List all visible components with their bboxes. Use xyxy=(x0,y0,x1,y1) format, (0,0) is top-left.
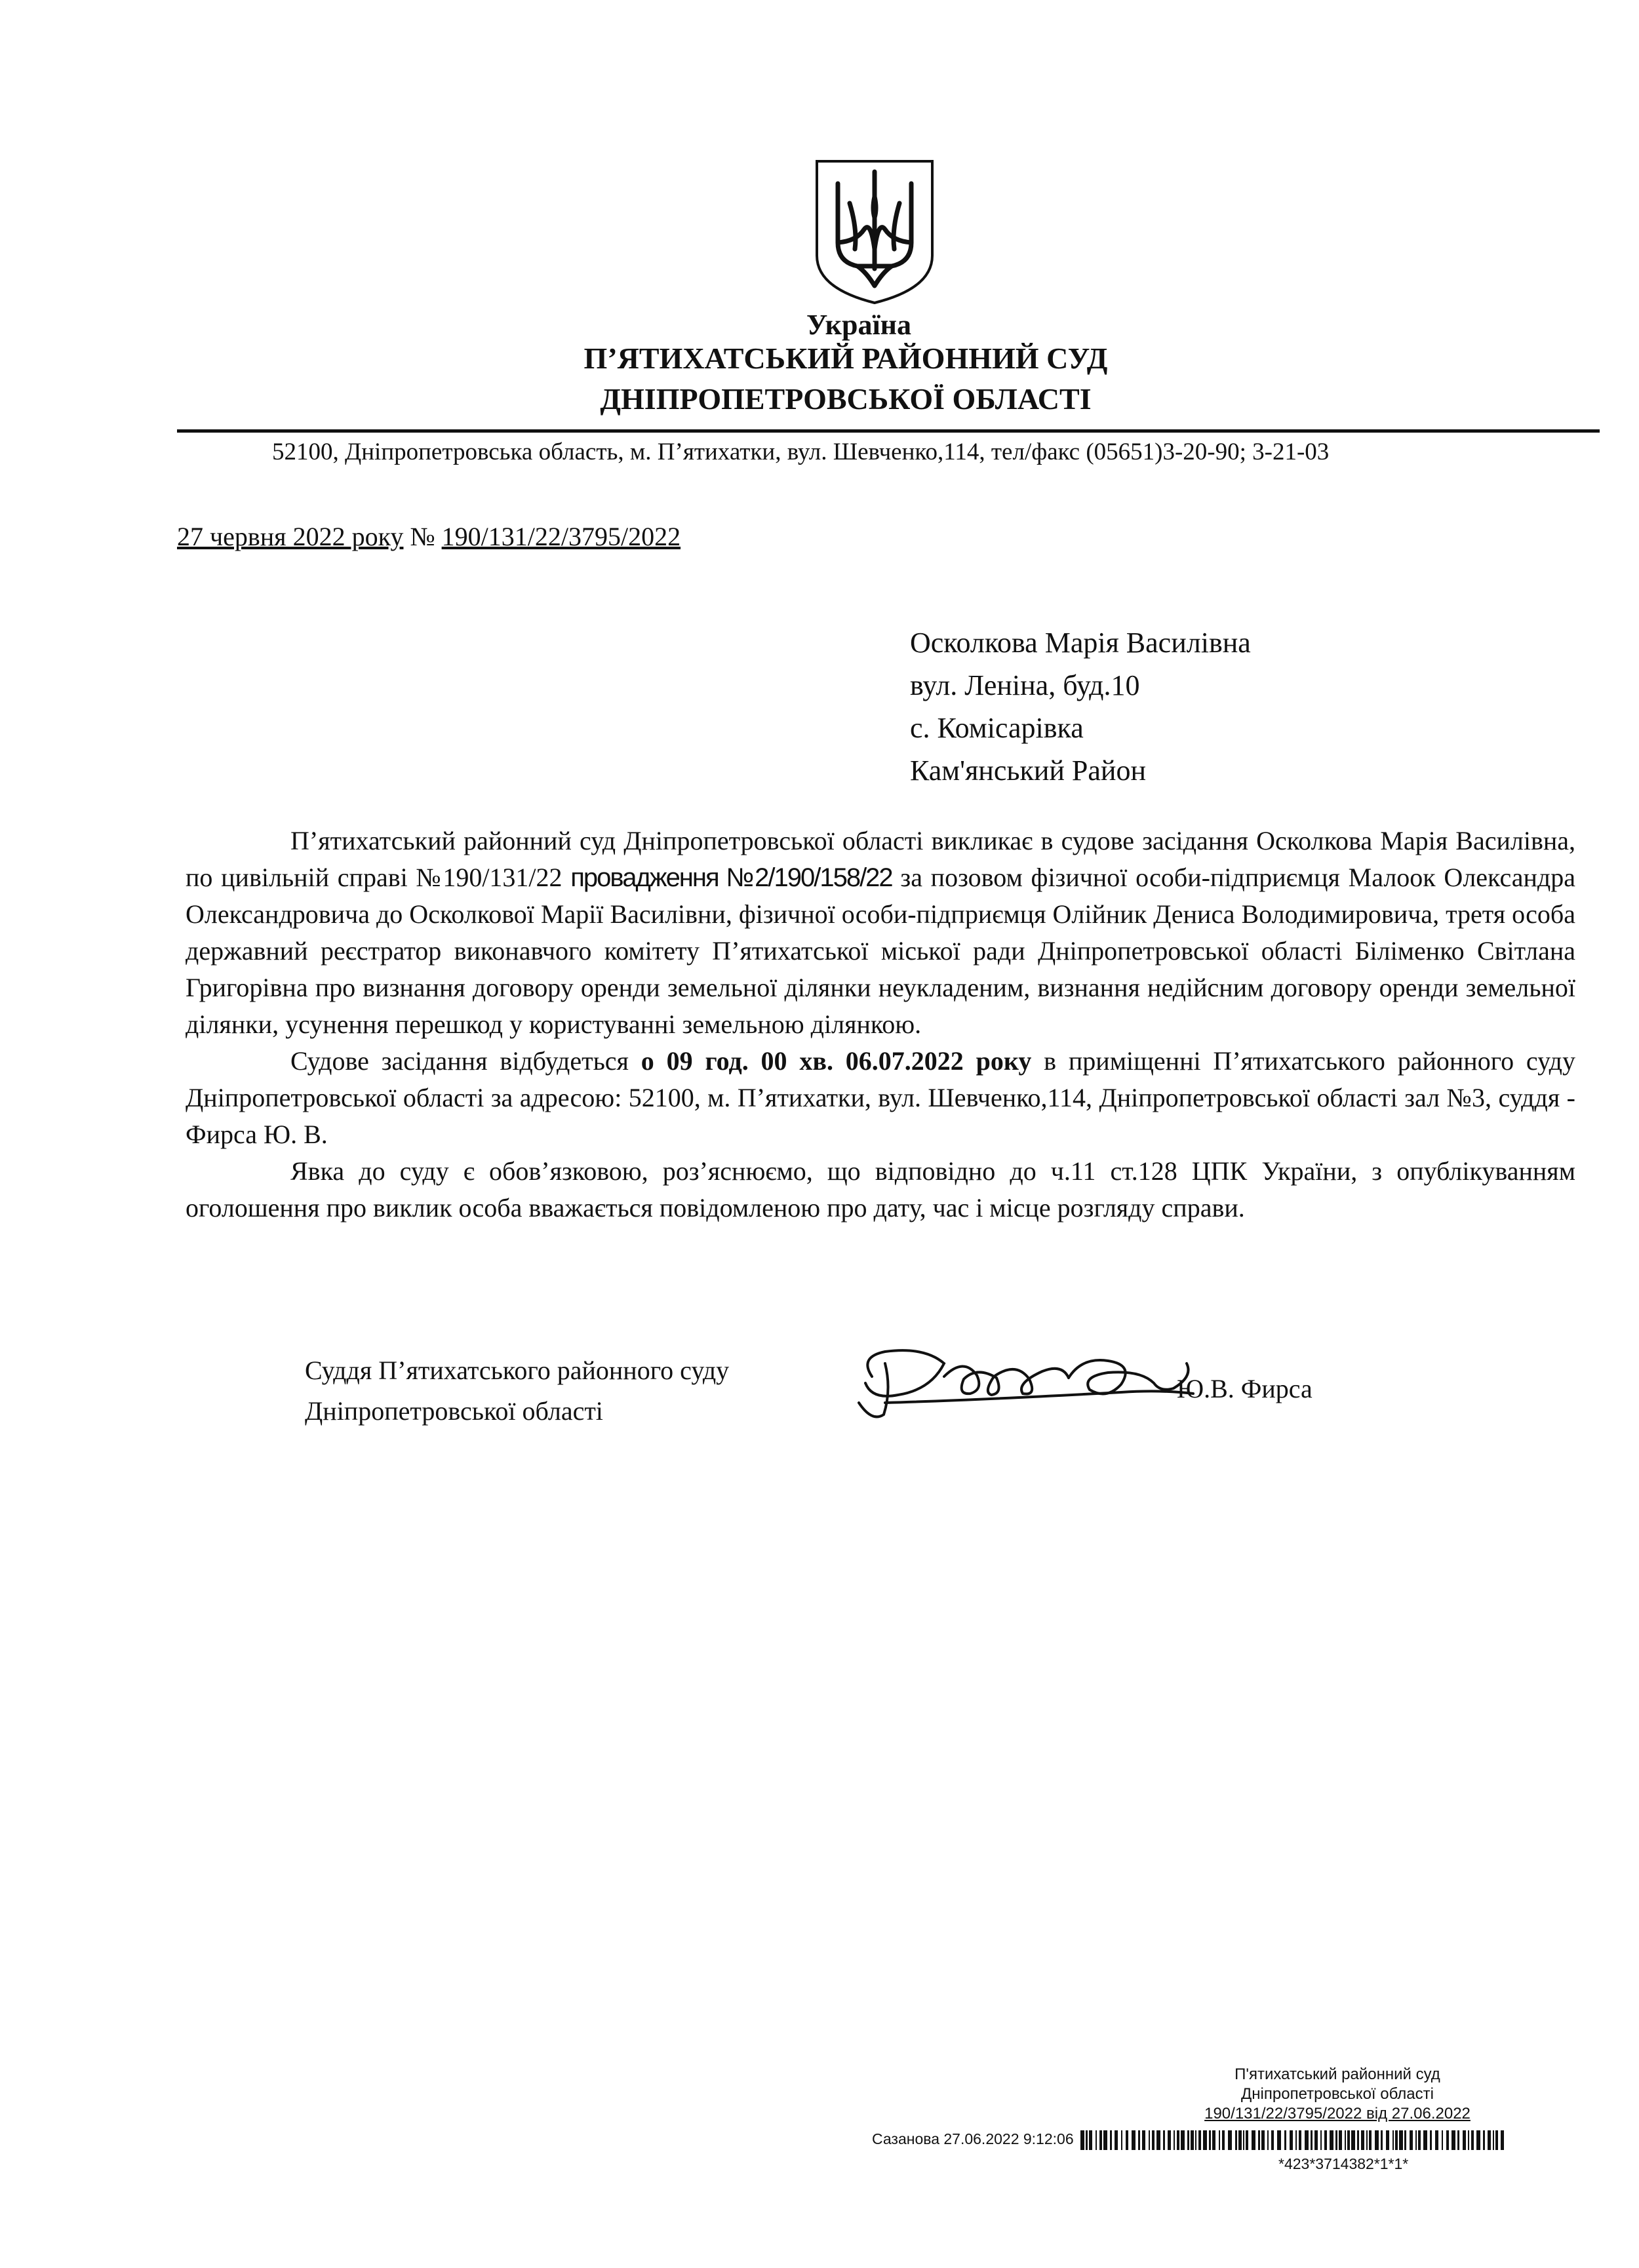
barcode-bar xyxy=(1330,2130,1333,2150)
barcode-bar xyxy=(1495,2130,1498,2150)
barcode-bar xyxy=(1299,2130,1301,2150)
p2-text-a: Судове засідання відбудеться xyxy=(290,1046,641,1076)
barcode-bar xyxy=(1284,2130,1286,2150)
barcode-bar xyxy=(1212,2130,1215,2150)
stamp-line-1: П'ятихатський районний суд xyxy=(1234,2065,1440,2083)
p1-text-a: П’ятихатський районний суд Дніпропетровської області викликає в судове засідання Осколкова Марія Василівна, по цивільній справі №190/131/22 xyxy=(186,826,1575,892)
stamp-line-2: Дніпропетровської області xyxy=(1241,2085,1434,2103)
signatory-title xyxy=(305,1350,729,1432)
barcode-bar xyxy=(1089,2130,1092,2150)
barcode-bar xyxy=(1271,2130,1274,2150)
barcode-bar xyxy=(1392,2130,1394,2150)
barcode-bar xyxy=(1156,2130,1160,2150)
barcode-bar xyxy=(1476,2130,1480,2150)
p1-proceeding-number: провадження №2/190/158/22 xyxy=(570,863,892,892)
recipient-street: вул. Леніна, буд.10 xyxy=(910,669,1140,701)
signatory-title-line-2: Дніпропетровської області xyxy=(305,1396,603,1426)
barcode-bar xyxy=(1347,2130,1350,2150)
barcode-bar xyxy=(1198,2130,1201,2150)
barcode-bar xyxy=(1096,2130,1097,2150)
barcode-row xyxy=(872,2130,1577,2153)
barcode-bar xyxy=(1246,2130,1248,2150)
barcode-bar xyxy=(1121,2130,1122,2150)
hearing-time: о 09 год. 00 хв. 06.07.2022 року xyxy=(641,1046,1032,1076)
barcode-bar xyxy=(1369,2130,1372,2150)
p2-text-b: в приміщенні П’ятихатського районного суду Дніпропетровської області за адресою: 52100, м. П’ятихатки, вул. Шевченко,114, Дніпропетровської області зал №3, суддя - Фирса Ю. В. xyxy=(186,1046,1575,1149)
barcode-bar xyxy=(1395,2130,1398,2150)
barcode-bar xyxy=(1339,2130,1342,2150)
barcode-bar xyxy=(1261,2130,1265,2150)
barcode-bar xyxy=(1080,2130,1084,2150)
barcode-bar xyxy=(1195,2130,1196,2150)
barcode-bar xyxy=(1335,2130,1337,2150)
barcode-bar xyxy=(1235,2130,1237,2150)
barcode-bar xyxy=(1446,2130,1449,2150)
barcode-bar xyxy=(1295,2130,1297,2150)
barcode-bar xyxy=(1418,2130,1421,2150)
barcode-bar xyxy=(1126,2130,1128,2150)
barcode-bar xyxy=(1305,2130,1309,2150)
barcode-bar xyxy=(1366,2130,1368,2150)
barcode-bar xyxy=(1463,2130,1466,2150)
barcode-bar xyxy=(1152,2130,1155,2150)
barcode-bar xyxy=(1149,2130,1150,2150)
signatory-name: Ю.В. Фирса xyxy=(1177,1374,1313,1403)
registration-stamp xyxy=(1108,2065,1567,2124)
barcode-bar xyxy=(1311,2130,1313,2150)
signatory-title-line-1: Суддя П’ятихатського районного суду xyxy=(305,1356,730,1385)
barcode-bar xyxy=(1163,2130,1165,2150)
barcode-bar xyxy=(1290,2130,1293,2150)
court-region: ДНІПРОПЕТРОВСЬКОЇ ОБЛАСТІ xyxy=(600,382,1092,416)
barcode-bar xyxy=(1174,2130,1175,2150)
letter-date: 27 червня 2022 року xyxy=(177,522,404,551)
barcode-bar xyxy=(1404,2130,1406,2150)
barcode-bar xyxy=(1203,2130,1207,2150)
barcode-bar xyxy=(1086,2130,1088,2150)
barcode-bar xyxy=(1381,2130,1383,2150)
court-name: П’ЯТИХАТСЬКИЙ РАЙОННИЙ СУД xyxy=(583,342,1108,375)
barcode-text: *423*3714382*1*1* xyxy=(1278,2155,1409,2172)
barcode-bar xyxy=(1142,2130,1145,2150)
country-name: Україна xyxy=(806,309,912,341)
barcode-bar xyxy=(1423,2130,1427,2150)
barcode-bar xyxy=(1320,2130,1322,2150)
barcode-bar xyxy=(1187,2130,1189,2150)
barcode-bar xyxy=(1258,2130,1260,2150)
body-paragraph-1 xyxy=(186,823,1575,1043)
barcode-bar xyxy=(1324,2130,1327,2150)
barcode-bar xyxy=(1493,2130,1494,2150)
barcode-bar xyxy=(1222,2130,1225,2150)
court-address: 52100, Дніпропетровська область, м. П’ятихатки, вул. Шевченко,114, тел/факс (05651)3-20-90; 3-21-03 xyxy=(272,439,1330,465)
barcode-bar xyxy=(1243,2130,1244,2150)
barcode-bar xyxy=(1103,2130,1107,2150)
barcode-bar xyxy=(1351,2130,1355,2150)
barcode-bar xyxy=(1181,2130,1185,2150)
ukraine-trident-icon xyxy=(812,157,938,305)
barcode-bar xyxy=(1132,2130,1135,2150)
barcode-bar xyxy=(1252,2130,1255,2150)
barcode-bar xyxy=(1471,2130,1474,2150)
barcode-bar xyxy=(1219,2130,1220,2150)
barcode-bar xyxy=(1314,2130,1318,2150)
letter-number: 190/131/22/3795/2022 xyxy=(441,522,681,551)
barcode-bar xyxy=(1501,2130,1504,2150)
recipient-village: с. Комісарівка xyxy=(910,712,1084,744)
barcode-bar xyxy=(1138,2130,1140,2150)
barcode-bar xyxy=(1177,2130,1179,2150)
barcode-bar xyxy=(1468,2130,1469,2150)
letter-body xyxy=(186,823,1575,1226)
stamp-registration-number: 190/131/22/3795/2022 від 27.06.2022 xyxy=(1204,2105,1471,2122)
barcode-bar xyxy=(1099,2130,1102,2150)
barcode-bar xyxy=(1238,2130,1242,2150)
recipient-district: Кам'янський Район xyxy=(910,754,1147,787)
barcode-bar xyxy=(1267,2130,1269,2150)
barcode-bar xyxy=(1345,2130,1346,2150)
barcode-bar xyxy=(1415,2130,1417,2150)
barcode-bar xyxy=(1110,2130,1112,2150)
barcode-bar xyxy=(1410,2130,1413,2150)
barcode-bar xyxy=(1399,2130,1403,2150)
stamp-operator: Сазанова 27.06.2022 9:12:06 xyxy=(872,2130,1074,2147)
date-line xyxy=(177,521,681,552)
barcode-icon xyxy=(1078,2130,1504,2150)
barcode-bar xyxy=(1442,2130,1443,2150)
barcode-bar xyxy=(1386,2130,1389,2150)
barcode-bar xyxy=(1168,2130,1171,2150)
number-prefix: № xyxy=(410,522,442,551)
barcode-bar xyxy=(1488,2130,1491,2150)
recipient-name: Осколкова Марія Василівна xyxy=(910,627,1251,659)
barcode-bar xyxy=(1357,2130,1359,2150)
barcode-bar xyxy=(1430,2130,1432,2150)
barcode-bar xyxy=(1209,2130,1211,2150)
barcode-bar xyxy=(1191,2130,1194,2150)
barcode-bar xyxy=(1277,2130,1281,2150)
body-paragraph-3: Явка до суду є обов’язковою, роз’яснюємо, що відповідно до ч.11 ст.128 ЦПК України, з опублікуванням оголошення про виклик особа вважається повідомленою про дату, час і місце розгляду справи. xyxy=(186,1156,1575,1222)
barcode-bar xyxy=(1375,2130,1379,2150)
handwritten-signature xyxy=(846,1337,1213,1429)
barcode-bar xyxy=(1361,2130,1364,2150)
body-paragraph-2 xyxy=(186,1043,1575,1153)
barcode-bar xyxy=(1451,2130,1455,2150)
barcode-bar xyxy=(1483,2130,1485,2150)
barcode-bar xyxy=(1228,2130,1232,2150)
barcode-bar xyxy=(1435,2130,1438,2150)
barcode-bar xyxy=(1457,2130,1459,2150)
barcode-bar xyxy=(1115,2130,1118,2150)
p1-text-c: за позовом фізичної особи-підприємця Малоок Олександра Олександровича до Осколкової Марії Василівни, фізичної особи-підприємця Олійник Дениса Володимировича, третя особа державний реєстратор виконавчого комітету П’ятихатської міської ради Дніпропетровської області Біліменко Світлана Григорівна про визнання договору оренди земельної ділянки неукладеним, визнання недійсним договору оренди земельної ділянки, усунення перешкод у користуванні земельною ділянкою. xyxy=(186,863,1575,1039)
header-divider xyxy=(177,429,1600,433)
